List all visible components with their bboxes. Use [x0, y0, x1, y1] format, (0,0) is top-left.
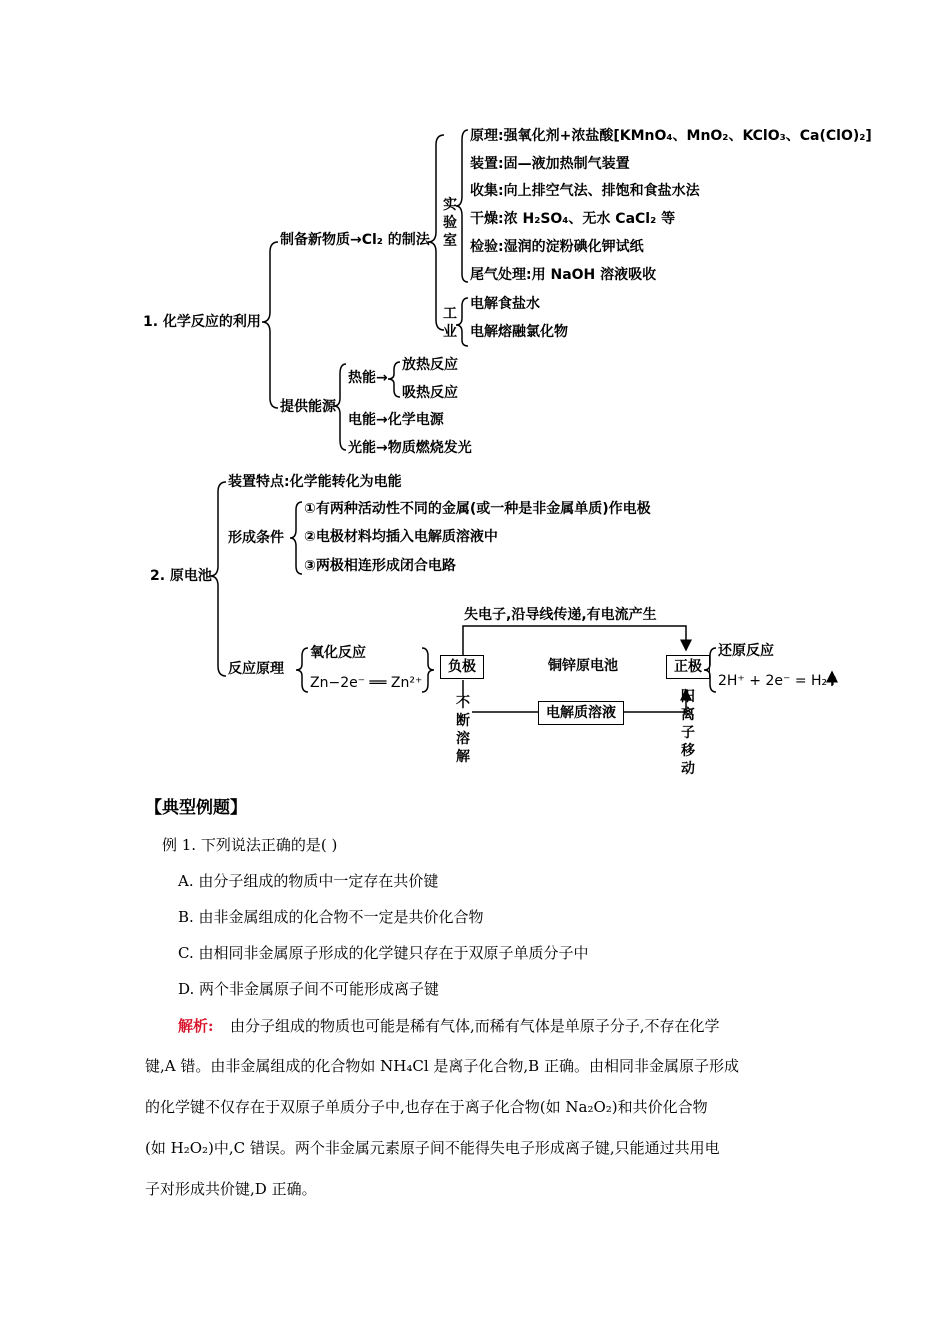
cation-move-label: 阳离子移动 [681, 689, 695, 777]
reaction-principle-label: 反应原理 [228, 661, 284, 677]
positive-electrode-box: 正极 [666, 655, 710, 679]
analysis-line-1: 由分子组成的物质也可能是稀有气体,而稀有气体是单原子分子,不存在化学 [230, 1017, 720, 1035]
example-heading: 【典型例题】 [145, 798, 247, 818]
formation-conditions-label: 形成条件 [228, 530, 284, 546]
industry-item-molten: 电解熔融氯化物 [470, 324, 568, 340]
option-c: C. 由相同非金属原子形成的化学键只存在于双原子单质分子中 [178, 944, 589, 962]
cu-zn-cell-label: 铜锌原电池 [548, 658, 618, 674]
reduction-label: 还原反应 [718, 643, 774, 659]
top-flow-label: 失电子,沿导线传递,有电流产生 [464, 607, 657, 623]
dissolve-label: 不断溶解 [456, 695, 470, 765]
condition-3: ③两极相连形成闭合电路 [304, 558, 456, 574]
analysis-line-2: 键,A 错。由非金属组成的化合物如 NH₄Cl 是离子化合物,B 正确。由相同非金属原子形成 [145, 1057, 739, 1075]
industry-item-brine: 电解食盐水 [470, 296, 540, 312]
energy-label: 提供能源 [280, 399, 336, 415]
lab-label: 实验室 [443, 197, 457, 249]
option-a: A. 由分子组成的物质中一定存在共价键 [178, 872, 439, 890]
lab-collection: 收集:向上排空气法、排饱和食盐水法 [470, 183, 700, 199]
industry-label: 工业 [443, 306, 457, 340]
option-d: D. 两个非金属原子间不可能形成离子键 [178, 980, 440, 998]
cl2-preparation-label: 制备新物质→Cl₂ 的制法 [280, 232, 430, 248]
h-equation: 2H⁺ + 2e⁻ = H₂↑ [718, 673, 839, 689]
lab-principle: 原理:强氧化剂+浓盐酸[KMnO₄、MnO₂、KClO₃、Ca(ClO)₂] [470, 128, 872, 144]
lab-apparatus: 装置:固—液加热制气装置 [470, 156, 630, 172]
electric-energy-label: 电能→化学电源 [348, 412, 444, 428]
zn-equation: Zn−2e⁻ ══ Zn²⁺ [310, 675, 423, 691]
condition-2: ②电极材料均插入电解质溶液中 [304, 529, 498, 545]
device-feature: 装置特点:化学能转化为电能 [228, 474, 402, 490]
negative-electrode-box: 负极 [440, 655, 484, 679]
analysis-line-4: (如 H₂O₂)中,C 错误。两个非金属元素原子间不能得失电子形成离子键,只能通过共用电 [145, 1139, 720, 1157]
section1-title: 1. 化学反应的利用 [143, 314, 261, 330]
analysis-line-3: 的化学键不仅存在于双原子单质分子中,也存在于离子化合物(如 Na₂O₂)和共价化合物 [145, 1098, 708, 1116]
lab-test: 检验:湿润的淀粉碘化钾试纸 [470, 239, 644, 255]
option-b: B. 由非金属组成的化合物不一定是共价化合物 [178, 908, 484, 926]
oxidation-label: 氧化反应 [310, 645, 366, 661]
exothermic-label: 放热反应 [402, 357, 458, 373]
question-text: 例 1. 下列说法正确的是( ) [162, 836, 338, 854]
endothermic-label: 吸热反应 [402, 385, 458, 401]
heat-energy-label: 热能→ [348, 370, 388, 386]
condition-1: ①有两种活动性不同的金属(或一种是非金属单质)作电极 [304, 501, 651, 517]
electrolyte-box: 电解质溶液 [538, 701, 624, 725]
analysis-line-5: 子对形成共价键,D 正确。 [145, 1180, 317, 1198]
section2-title: 2. 原电池 [150, 568, 212, 584]
analysis-label: 解析: [178, 1017, 214, 1035]
light-energy-label: 光能→物质燃烧发光 [348, 440, 472, 456]
lab-exhaust: 尾气处理:用 NaOH 溶液吸收 [470, 267, 657, 283]
lab-drying: 干燥:浓 H₂SO₄、无水 CaCl₂ 等 [470, 211, 676, 227]
